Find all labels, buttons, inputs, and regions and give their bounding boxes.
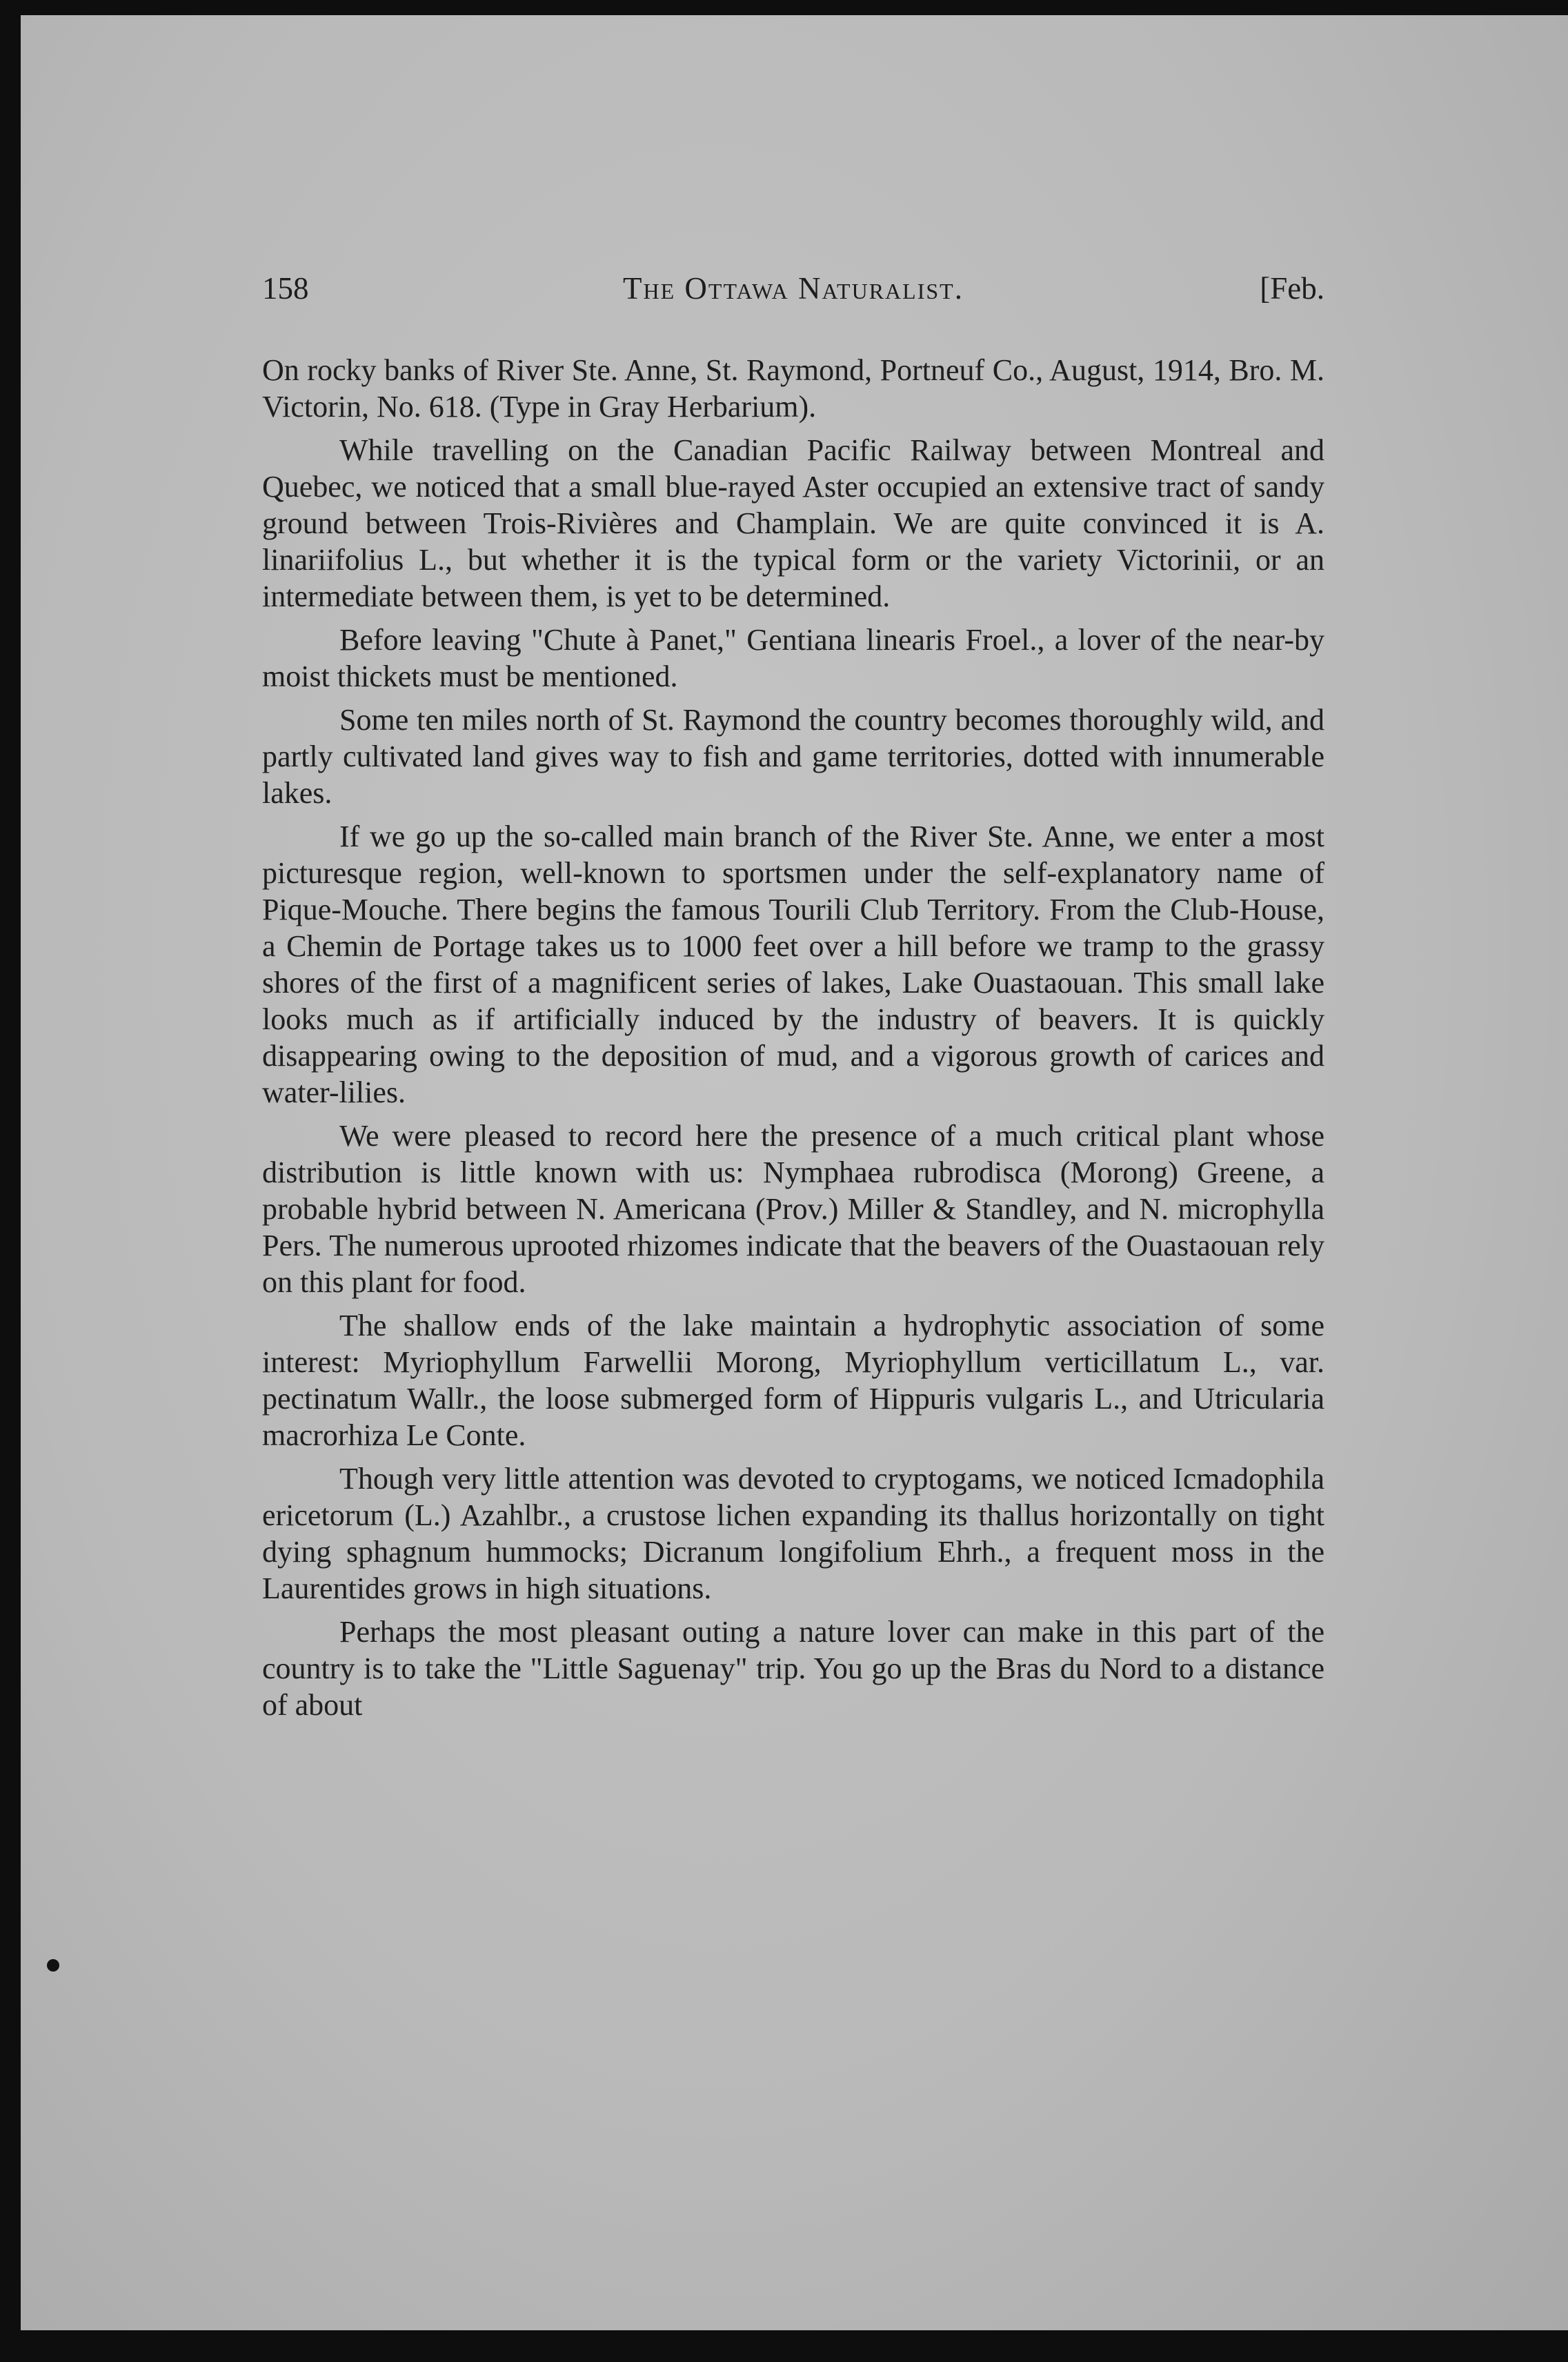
page-number: 158 [262,271,309,306]
paragraph: While travelling on the Canadian Pacific Railway between Montreal and Quebec, we noticed that a small blue-rayed Aster occupied an extensive tract of sandy ground between Trois-Rivières and Champlain. We are quite convinced it is A. linariifolius L., but whether it is the typical form or the variety Victorinii, or an intermediate between them, is yet to be determined. [262,433,1324,613]
paragraph: We were pleased to record here the presence of a much critical plant whose distribution is little known with us: Nymphaea rubrodisca (Morong) Greene, a probable hybrid between N. Americana (Prov.) Miller & Standley, and N. microphylla Pers. The numerous uprooted rhizomes indicate that the beavers of the Ouastaouan rely on this plant for food. [262,1119,1324,1299]
article-body [262,352,1324,1730]
running-header [262,270,1324,319]
paragraph: Some ten miles north of St. Raymond the country becomes thoroughly wild, and partly cultivated land gives way to fish and game territories, dotted with innumerable lakes. [262,703,1324,810]
paragraph: If we go up the so-called main branch of the River Ste. Anne, we enter a most picturesque region, well-known to sportsmen under the self-explanatory name of Pique-Mouche. There begins the famous Tourili Club Territory. From the Club-House, a Chemin de Portage takes us to 1000 feet over a hill before we tramp to the grassy shores of the first of a magnificent series of lakes, Lake Ouastaouan. This small lake looks much as if artificially induced by the industry of beavers. It is quickly disappearing owing to the deposition of mud, and a vigorous growth of carices and water-lilies. [262,820,1324,1109]
paragraph: On rocky banks of River Ste. Anne, St. Raymond, Portneuf Co., August, 1914, Bro. M. Victorin, No. 618. (Type in Gray Herbarium). [262,353,1324,424]
paragraph: Perhaps the most pleasant outing a nature lover can make in this part of the country is to take the "Little Saguenay" trip. You go up the Bras du Nord to a distance of about [262,1615,1324,1722]
margin-mark [47,1959,59,1972]
paragraph: Though very little attention was devoted to cryptogams, we noticed Icmadophila ericetorum (L.) Azahlbr., a crustose lichen expanding its thallus horizontally on tight dying sphagnum hummocks; Dicranum longifolium Ehrh., a frequent moss in the Laurentides grows in high situations. [262,1462,1324,1605]
issue-month: [Feb. [1260,271,1324,306]
journal-title: The Ottawa Naturalist. [623,271,964,306]
paragraph: The shallow ends of the lake maintain a hydrophytic association of some interest: Myriophyllum Farwellii Morong, Myriophyllum verticillatum L., var. pectinatum Wallr., the loose submerged form of Hippuris vulgaris L., and Utricularia macrorhiza Le Conte. [262,1309,1324,1452]
paragraph: Before leaving "Chute à Panet," Gentiana linearis Froel., a lover of the near-by moist thickets must be mentioned. [262,623,1324,693]
